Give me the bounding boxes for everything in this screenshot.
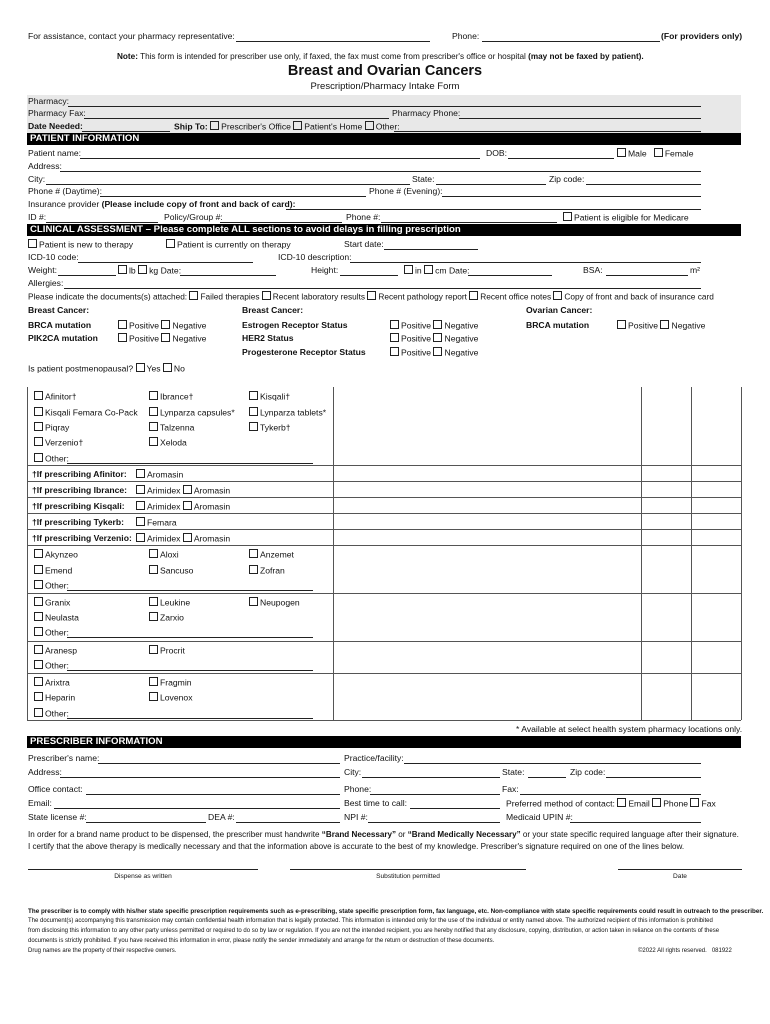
- comply-note: The prescriber is to comply with his/her state specific prescription requirements such as e-prescribing, state specific prescription form, fax language, etc. Non-compliance with state specific requirements could result in outreach to the prescriber.: [28, 908, 764, 915]
- icd-desc-field[interactable]: [350, 262, 701, 263]
- med-checkbox[interactable]: [249, 597, 258, 606]
- med-checkbox[interactable]: [149, 549, 158, 558]
- copyright: ©2022 All rights reserved. 081922: [638, 948, 732, 954]
- ship-office-checkbox[interactable]: [210, 121, 219, 130]
- height-field[interactable]: [340, 275, 398, 276]
- dea-label: DEA #:: [208, 812, 235, 822]
- med-checkbox[interactable]: [34, 645, 43, 654]
- pr-label: Progesterone Receptor Status: [242, 347, 366, 357]
- med-option[interactable]: Arixtra: [34, 677, 70, 689]
- er-neg-checkbox[interactable]: [433, 320, 442, 329]
- sig-substitution-line[interactable]: [290, 869, 526, 870]
- weight-units: lb kg Date:: [118, 265, 181, 277]
- med-option[interactable]: Heparin: [34, 692, 75, 704]
- patient-city-field[interactable]: [46, 184, 410, 185]
- bc2-label: Breast Cancer:: [242, 305, 304, 315]
- verzenio-options: Arimidex Aromasin: [136, 533, 230, 545]
- ship-other-checkbox[interactable]: [365, 121, 374, 130]
- male-checkbox[interactable]: [617, 148, 626, 157]
- med-checkbox[interactable]: [34, 422, 43, 431]
- med-option[interactable]: Neulasta: [34, 612, 79, 624]
- availability-note: * Available at select health system pharmacy locations only.: [516, 724, 743, 734]
- arimidex-checkbox[interactable]: [136, 501, 145, 510]
- phone-day-label: Phone # (Daytime):: [28, 186, 103, 196]
- brca2-neg-checkbox[interactable]: [660, 320, 669, 329]
- er-label: Estrogen Receptor Status: [242, 320, 348, 330]
- other-option[interactable]: Other:: [34, 708, 69, 720]
- start-date-field[interactable]: [384, 249, 478, 250]
- weight-field[interactable]: [58, 275, 116, 276]
- clinical-heading: CLINICAL ASSESSMENT – Please complete ALL sections to avoid delays in filling prescription: [27, 224, 741, 236]
- presc-phone-field[interactable]: [370, 794, 500, 795]
- table-divider-refills: [691, 387, 692, 720]
- med-checkbox[interactable]: [149, 391, 158, 400]
- date-needed-label: Date Needed:: [28, 121, 83, 131]
- allergies-field[interactable]: [64, 288, 701, 289]
- row-line: [27, 481, 741, 482]
- form-title: Breast and Ovarian Cancers: [287, 63, 483, 79]
- med-checkbox[interactable]: [149, 692, 158, 701]
- height-date-field[interactable]: [468, 275, 552, 276]
- doc-card-checkbox[interactable]: [553, 291, 562, 300]
- table-border-left: [27, 387, 28, 720]
- office-contact-field[interactable]: [86, 794, 340, 795]
- med-option[interactable]: Neupogen: [249, 597, 300, 609]
- cm-checkbox[interactable]: [424, 265, 433, 274]
- bsa-label: BSA:: [583, 265, 603, 275]
- doc-lab-checkbox[interactable]: [262, 291, 271, 300]
- med-option[interactable]: Xeloda: [149, 437, 187, 449]
- med-checkbox[interactable]: [149, 565, 158, 574]
- weight-label: Weight:: [28, 265, 57, 275]
- med-checkbox[interactable]: [149, 407, 158, 416]
- brca-pos-checkbox[interactable]: [118, 320, 127, 329]
- med-option[interactable]: Lovenox: [149, 692, 193, 704]
- sig-substitution-label: Substitution permitted: [376, 873, 440, 880]
- start-date-label: Start date:: [344, 239, 384, 249]
- row-line: [27, 641, 741, 642]
- ship-home-checkbox[interactable]: [293, 121, 302, 130]
- pharmacy-field[interactable]: [68, 106, 701, 107]
- other-option[interactable]: Other:: [34, 453, 69, 465]
- id-field[interactable]: [46, 222, 158, 223]
- phone-day-field[interactable]: [100, 196, 366, 197]
- presc-email-label: Email:: [28, 798, 52, 808]
- row-line: [27, 545, 741, 546]
- other-field[interactable]: [67, 463, 313, 464]
- presc-address-field[interactable]: [60, 777, 340, 778]
- med-option[interactable]: Tykerb†: [249, 422, 291, 434]
- other-field[interactable]: [67, 590, 313, 591]
- ins-phone-label: Phone #:: [346, 212, 381, 222]
- note-text: Note: This form is intended for prescriber use only, if faxed, the fax must come from prescriber's office or hospital (may not be faxed by patient).: [117, 52, 644, 61]
- med-option[interactable]: Kisqali†: [249, 391, 290, 403]
- row-line: [27, 593, 741, 594]
- other-checkbox[interactable]: [34, 708, 43, 717]
- insurance-field[interactable]: [286, 209, 701, 210]
- phone-label: Phone:: [452, 31, 480, 41]
- patient-zip-label: Zip code:: [549, 174, 585, 184]
- med-option[interactable]: Aranesp: [34, 645, 77, 657]
- er-options: Positive Negative: [390, 320, 478, 332]
- upin-field[interactable]: [570, 822, 701, 823]
- patient-state-field[interactable]: [436, 184, 546, 185]
- height-units: in cm Date:: [404, 265, 470, 277]
- upin-label: Medicaid UPIN #:: [506, 812, 573, 822]
- in-checkbox[interactable]: [404, 265, 413, 274]
- row-line: [27, 497, 741, 498]
- other-field[interactable]: [67, 670, 313, 671]
- patient-city-label: City:: [28, 174, 46, 184]
- brca2-options: Positive Negative: [617, 320, 705, 332]
- if-tykerb-label: †If prescribing Tykerb:: [32, 517, 125, 527]
- if-afinitor-label: †If prescribing Afinitor:: [32, 469, 127, 479]
- presc-email-field[interactable]: [54, 808, 340, 809]
- sig-dispense-line[interactable]: [28, 869, 258, 870]
- med-option[interactable]: Akynzeo: [34, 549, 78, 561]
- med-checkbox[interactable]: [149, 422, 158, 431]
- patient-address-label: Address:: [28, 161, 62, 171]
- policy-field[interactable]: [220, 222, 342, 223]
- pharmacy-label: Pharmacy:: [28, 96, 70, 106]
- dob-field[interactable]: [508, 158, 614, 159]
- pref-email-checkbox[interactable]: [617, 798, 626, 807]
- if-kisqali-label: †If prescribing Kisqali:: [32, 501, 125, 511]
- lb-checkbox[interactable]: [118, 265, 127, 274]
- bc1-label: Breast Cancer:: [28, 305, 90, 315]
- aromasin-checkbox[interactable]: [136, 469, 145, 478]
- med-checkbox[interactable]: [34, 565, 43, 574]
- pharmacy-fax-label: Pharmacy Fax:: [28, 108, 86, 118]
- med-checkbox[interactable]: [34, 597, 43, 606]
- med-option[interactable]: Granix: [34, 597, 70, 609]
- ship-other-field[interactable]: [394, 131, 701, 132]
- kg-checkbox[interactable]: [138, 265, 147, 274]
- best-time-label: Best time to call:: [344, 798, 408, 808]
- table-border-right: [741, 387, 742, 720]
- med-option[interactable]: Ibrance†: [149, 391, 193, 403]
- row-line: [27, 529, 741, 530]
- aromasin-checkbox[interactable]: [183, 533, 192, 542]
- med-checkbox[interactable]: [34, 407, 43, 416]
- confidential-line: The document(s) accompanying this transmission may contain confidential health information that is legally protected. This information is intended only for the use of the individual or entity named above. The authorized recipient of this information is prohibited: [28, 918, 713, 924]
- assistance-label: For assistance, contact your pharmacy representative:: [28, 31, 235, 41]
- med-checkbox[interactable]: [34, 677, 43, 686]
- row-line: [27, 673, 741, 674]
- rep-field[interactable]: [236, 41, 430, 42]
- patient-name-field[interactable]: [80, 158, 480, 159]
- pharmacy-phone-field[interactable]: [459, 118, 701, 119]
- prescriber-name-label: Prescriber's name:: [28, 753, 100, 763]
- med-option[interactable]: Emend: [34, 565, 72, 577]
- pref-phone-checkbox[interactable]: [652, 798, 661, 807]
- ship-to-row: Ship To: Prescriber's Office Patient's Home Other:: [174, 121, 400, 132]
- patient-info-heading: PATIENT INFORMATION: [27, 133, 741, 145]
- presc-city-field[interactable]: [362, 777, 500, 778]
- date-needed-field[interactable]: [82, 131, 170, 132]
- female-checkbox[interactable]: [654, 148, 663, 157]
- new-therapy-checkbox[interactable]: [28, 239, 37, 248]
- prescriber-name-field[interactable]: [98, 763, 340, 764]
- medicare-row: Patient is eligible for Medicare: [563, 212, 689, 224]
- sex-row: Male Female: [617, 148, 693, 160]
- license-field[interactable]: [86, 822, 206, 823]
- med-checkbox[interactable]: [249, 549, 258, 558]
- med-option[interactable]: Piqray: [34, 422, 69, 434]
- col-qty: Qty: [654, 376, 670, 387]
- pharmacy-fax-field[interactable]: [84, 118, 389, 119]
- row-line: [27, 513, 741, 514]
- med-option[interactable]: Fragmin: [149, 677, 192, 689]
- tykerb-options: Femara: [136, 517, 177, 529]
- aromasin-checkbox[interactable]: [183, 485, 192, 494]
- allergies-label: Allergies:: [28, 278, 64, 288]
- confidential-line: from disclosing this information to any other party unless permitted or required to do so by law or regulation. If you are not the intended recipient, you are hereby notified that any disclosure, copying, distribution, or action taken in reliance on the contents of these: [28, 928, 720, 934]
- postmeno-yes-checkbox[interactable]: [136, 363, 145, 372]
- practice-field[interactable]: [404, 763, 701, 764]
- bsa-unit: m²: [690, 265, 701, 275]
- docs-row: Please indicate the documents(s) attached: Failed therapies Recent laboratory results Recent pathology report Recent office notes Copy of front and back of insurance card: [28, 291, 714, 302]
- license-label: State license #:: [28, 812, 87, 822]
- if-verzenio-label: †If prescribing Verzenio:: [32, 533, 132, 543]
- weight-date-field[interactable]: [180, 275, 276, 276]
- med-option[interactable]: Leukine: [149, 597, 190, 609]
- femara-checkbox[interactable]: [136, 517, 145, 526]
- other-option[interactable]: Other:: [34, 627, 69, 639]
- med-option[interactable]: Zarxio: [149, 612, 184, 624]
- policy-label: Policy/Group #:: [164, 212, 223, 222]
- med-option[interactable]: Anzemet: [249, 549, 294, 561]
- presc-city-label: City:: [344, 767, 362, 777]
- other-option[interactable]: Other:: [34, 660, 69, 672]
- rep-phone-field[interactable]: [482, 41, 660, 42]
- med-checkbox[interactable]: [34, 612, 43, 621]
- brca-options: Positive Negative: [118, 320, 206, 332]
- medicare-checkbox[interactable]: [563, 212, 572, 221]
- col-refills: Refills: [702, 376, 731, 387]
- other-field[interactable]: [67, 718, 313, 719]
- med-option[interactable]: Sancuso: [149, 565, 193, 577]
- patient-name-label: Patient name:: [28, 148, 82, 158]
- arimidex-checkbox[interactable]: [136, 533, 145, 542]
- table-divider-qty: [641, 387, 642, 720]
- pik-label: PIK2CA mutation: [28, 333, 98, 343]
- presc-address-label: Address:: [28, 767, 62, 777]
- her2-options: Positive Negative: [390, 333, 478, 345]
- med-checkbox[interactable]: [249, 407, 258, 416]
- providers-only: (For providers only): [661, 31, 743, 41]
- current-therapy-row: Patient is currently on therapy: [166, 239, 291, 251]
- certify-statement: I certify that the above therapy is medically necessary and that the information above is accurate to the best of my knowledge. Prescriber's signature required on one of the lines below.: [28, 842, 685, 851]
- postmeno-no-checkbox[interactable]: [163, 363, 172, 372]
- med-checkbox[interactable]: [34, 437, 43, 446]
- other-checkbox[interactable]: [34, 453, 43, 462]
- confidential-line: documents is strictly prohibited. If you have received this information in error, please notify the sender immediately and arrange for the return or destruction of these documents.: [28, 938, 495, 944]
- brand-statement: In order for a brand name product to be dispensed, the prescriber must handwrite “Brand Necessary” or “Brand Medically Necessary” or your state specific required language after their signature.: [28, 830, 739, 839]
- table-divider-dose: [333, 387, 334, 720]
- patient-address-field[interactable]: [60, 171, 701, 172]
- brca2-pos-checkbox[interactable]: [617, 320, 626, 329]
- best-time-field[interactable]: [410, 808, 500, 809]
- med-checkbox[interactable]: [149, 645, 158, 654]
- brca2-label: BRCA mutation: [526, 320, 590, 330]
- phone-eve-field[interactable]: [442, 196, 701, 197]
- er-pos-checkbox[interactable]: [390, 320, 399, 329]
- other-option[interactable]: Other:: [34, 580, 69, 592]
- med-option[interactable]: Aloxi: [149, 549, 179, 561]
- doc-failed-checkbox[interactable]: [189, 291, 198, 300]
- id-label: ID #:: [28, 212, 47, 222]
- brca-label: BRCA mutation: [28, 320, 92, 330]
- other-field[interactable]: [67, 637, 313, 638]
- pr-pos-checkbox[interactable]: [390, 347, 399, 356]
- presc-phone-label: Phone:: [344, 784, 372, 794]
- col-dose: Dose/Directions/Frequency: [340, 376, 465, 387]
- pik-pos-checkbox[interactable]: [118, 333, 127, 342]
- aromasin-checkbox[interactable]: [183, 501, 192, 510]
- pr-neg-checkbox[interactable]: [433, 347, 442, 356]
- office-contact-label: Office contact:: [28, 784, 83, 794]
- sig-dispense-label: Dispense as written: [114, 873, 172, 880]
- row-line: [27, 720, 741, 721]
- sig-date-label: Date: [673, 873, 687, 880]
- current-therapy-checkbox[interactable]: [166, 239, 175, 248]
- icd-label: ICD-10 code:: [28, 252, 79, 262]
- med-option[interactable]: Procrit: [149, 645, 185, 657]
- drug-names-note: Drug names are the property of their respective owners.: [28, 948, 177, 954]
- icd-desc-label: ICD-10 description:: [278, 252, 352, 262]
- insurance-label: Insurance provider (Please include copy of front and back of card):: [28, 199, 296, 209]
- presc-zip-field[interactable]: [606, 777, 701, 778]
- dea-field[interactable]: [236, 822, 340, 823]
- presc-fax-label: Fax:: [502, 784, 519, 794]
- if-ibrance-label: †If prescribing Ibrance:: [32, 485, 128, 495]
- med-checkbox[interactable]: [34, 391, 43, 400]
- presc-state-field[interactable]: [528, 777, 566, 778]
- oc-label: Ovarian Cancer:: [526, 305, 593, 315]
- kisqali-options: Arimidex Aromasin: [136, 501, 230, 513]
- med-checkbox[interactable]: [149, 597, 158, 606]
- npi-label: NPI #:: [344, 812, 368, 822]
- icd-field[interactable]: [78, 262, 253, 263]
- prescriber-heading: PRESCRIBER INFORMATION: [27, 736, 741, 748]
- med-checkbox[interactable]: [249, 565, 258, 574]
- afinitor-options: Aromasin: [136, 469, 183, 481]
- med-checkbox[interactable]: [149, 437, 158, 446]
- med-checkbox[interactable]: [249, 391, 258, 400]
- presc-zip-label: Zip code:: [570, 767, 606, 777]
- col-medication: Medication: [36, 376, 87, 387]
- med-option[interactable]: Zofran: [249, 565, 285, 577]
- her2-pos-checkbox[interactable]: [390, 333, 399, 342]
- med-option[interactable]: Afinitor†: [34, 391, 77, 403]
- form-subtitle: Prescription/Pharmacy Intake Form: [310, 81, 460, 92]
- med-checkbox[interactable]: [149, 612, 158, 621]
- patient-zip-field[interactable]: [586, 184, 701, 185]
- med-option[interactable]: Kisqali Femara Co-Pack: [34, 407, 138, 419]
- doc-path-checkbox[interactable]: [367, 291, 376, 300]
- pharmacy-phone-label: Pharmacy Phone:: [392, 108, 461, 118]
- med-checkbox[interactable]: [34, 692, 43, 701]
- pref-fax-checkbox[interactable]: [690, 798, 699, 807]
- med-option[interactable]: Verzenio†: [34, 437, 83, 449]
- presc-fax-field[interactable]: [520, 794, 701, 795]
- med-checkbox[interactable]: [149, 677, 158, 686]
- med-option[interactable]: Lynparza capsules*: [149, 407, 235, 419]
- phone-eve-label: Phone # (Evening):: [369, 186, 443, 196]
- practice-label: Practice/facility:: [344, 753, 404, 763]
- presc-state-label: State:: [502, 767, 525, 777]
- other-checkbox[interactable]: [34, 627, 43, 636]
- row-line: [27, 465, 741, 466]
- patient-state-label: State:: [412, 174, 435, 184]
- pr-options: Positive Negative: [390, 347, 478, 359]
- pref-contact-row: Preferred method of contact: Email Phone Fax: [506, 798, 716, 809]
- doc-notes-checkbox[interactable]: [469, 291, 478, 300]
- med-option[interactable]: Lynparza tablets*: [249, 407, 326, 419]
- postmeno-row: Is patient postmenopausal? Yes No: [28, 363, 185, 374]
- her2-label: HER2 Status: [242, 333, 294, 343]
- npi-field[interactable]: [368, 822, 500, 823]
- med-checkbox[interactable]: [249, 422, 258, 431]
- med-checkbox[interactable]: [34, 549, 43, 558]
- sig-date-line[interactable]: [618, 869, 742, 870]
- ins-phone-field[interactable]: [381, 222, 557, 223]
- arimidex-checkbox[interactable]: [136, 485, 145, 494]
- height-label: Height:: [311, 265, 339, 275]
- other-checkbox[interactable]: [34, 580, 43, 589]
- brca-neg-checkbox[interactable]: [161, 320, 170, 329]
- her2-neg-checkbox[interactable]: [433, 333, 442, 342]
- other-checkbox[interactable]: [34, 660, 43, 669]
- new-therapy-row: Patient is new to therapy: [28, 239, 133, 251]
- med-option[interactable]: Talzenna: [149, 422, 194, 434]
- ibrance-options: Arimidex Aromasin: [136, 485, 230, 497]
- dob-label: DOB:: [486, 148, 508, 158]
- pik-neg-checkbox[interactable]: [161, 333, 170, 342]
- bsa-field[interactable]: [606, 275, 688, 276]
- pik-options: Positive Negative: [118, 333, 206, 345]
